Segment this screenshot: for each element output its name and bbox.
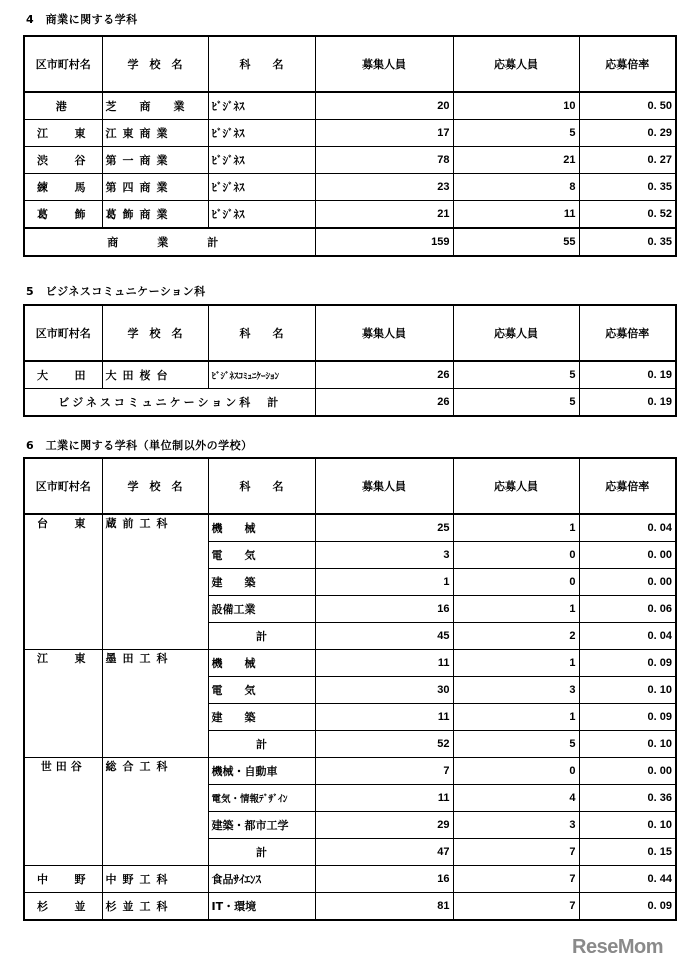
applicants-cell: 0 [453, 542, 579, 569]
header-quota: 募集人員 [315, 458, 453, 514]
header-school: 学 校 名 [102, 36, 208, 92]
school-cell: 江東商業 [102, 120, 208, 147]
school-cell: 総合工科 [102, 758, 208, 866]
ratio-cell: 0. 09 [579, 704, 676, 731]
table-header-row [24, 36, 676, 92]
subtotal-applicants: 7 [453, 839, 579, 866]
ward-cell: 練馬 [24, 174, 102, 201]
subtotal-quota: 45 [315, 623, 453, 650]
subtotal-applicants: 2 [453, 623, 579, 650]
total-applicants: 55 [453, 228, 579, 256]
section-5-title: 5 ビジネスコミュニケーション科 [26, 285, 206, 298]
ratio-cell: 0. 09 [579, 893, 676, 921]
ratio-cell: 0. 35 [579, 174, 676, 201]
header-school: 学 校 名 [102, 458, 208, 514]
quota-cell: 11 [315, 650, 453, 677]
quota-cell: 78 [315, 147, 453, 174]
total-label: 商 業 計 [24, 228, 315, 256]
ratio-cell: 0. 36 [579, 785, 676, 812]
school-cell: 蔵前工科 [102, 514, 208, 650]
applicants-cell: 1 [453, 650, 579, 677]
commerce-table [23, 35, 677, 257]
applicants-cell: 4 [453, 785, 579, 812]
ward-cell: 渋谷 [24, 147, 102, 174]
total-quota: 26 [315, 389, 453, 417]
quota-cell: 7 [315, 758, 453, 785]
table-row [24, 514, 676, 542]
table-row [24, 147, 676, 174]
applicants-cell: 21 [453, 147, 579, 174]
ward-cell: 世田谷 [24, 758, 102, 866]
total-ratio: 0. 35 [579, 228, 676, 256]
subtotal-ratio: 0. 15 [579, 839, 676, 866]
header-school: 学 校 名 [102, 305, 208, 361]
dept-cell: 建 築 [208, 704, 315, 731]
subtotal-label: 計 [208, 623, 315, 650]
ratio-cell: 0. 52 [579, 201, 676, 229]
quota-cell: 17 [315, 120, 453, 147]
ratio-cell: 0. 10 [579, 812, 676, 839]
ward-cell: 杉並 [24, 893, 102, 921]
ward-cell: 江東 [24, 120, 102, 147]
applicants-cell: 3 [453, 677, 579, 704]
table-header-row [24, 305, 676, 361]
header-ratio: 応募倍率 [579, 36, 676, 92]
subtotal-applicants: 5 [453, 731, 579, 758]
header-ratio: 応募倍率 [579, 458, 676, 514]
ratio-cell: 0. 00 [579, 758, 676, 785]
ward-cell: 大田 [24, 361, 102, 389]
school-cell: 中野工科 [102, 866, 208, 893]
dept-cell: 食品ｻｲｴﾝｽ [208, 866, 315, 893]
ratio-cell: 0. 50 [579, 92, 676, 120]
ratio-cell: 0. 09 [579, 650, 676, 677]
dept-cell: ﾋﾞｼﾞﾈｽ [208, 174, 315, 201]
ratio-cell: 0. 44 [579, 866, 676, 893]
ward-cell: 江東 [24, 650, 102, 758]
quota-cell: 11 [315, 785, 453, 812]
table-row [24, 120, 676, 147]
section-6-title: 6 工業に関する学科（単位制以外の学校） [26, 439, 253, 452]
ratio-cell: 0. 00 [579, 569, 676, 596]
total-ratio: 0. 19 [579, 389, 676, 417]
dept-cell: 電気・情報ﾃﾞｻﾞｲﾝ [208, 785, 315, 812]
industrial-table [23, 457, 677, 921]
school-cell: 大田桜台 [102, 361, 208, 389]
school-cell: 杉並工科 [102, 893, 208, 921]
ratio-cell: 0. 19 [579, 361, 676, 389]
header-applicants: 応募人員 [453, 305, 579, 361]
table-row [24, 361, 676, 389]
header-ward: 区市町村名 [24, 458, 102, 514]
applicants-cell: 1 [453, 596, 579, 623]
applicants-cell: 7 [453, 893, 579, 921]
dept-cell: 電 気 [208, 542, 315, 569]
total-applicants: 5 [453, 389, 579, 417]
header-quota: 募集人員 [315, 36, 453, 92]
applicants-cell: 0 [453, 569, 579, 596]
table-row [24, 650, 676, 677]
dept-cell: 機械・自動車 [208, 758, 315, 785]
ward-cell: 港 [24, 92, 102, 120]
ward-cell: 台東 [24, 514, 102, 650]
quota-cell: 29 [315, 812, 453, 839]
table-row [24, 758, 676, 785]
header-dept: 科 名 [208, 458, 315, 514]
table-row [24, 92, 676, 120]
dept-cell: IT・環境 [208, 893, 315, 921]
section-4-title: 4 商業に関する学科 [26, 13, 138, 26]
table-header-row [24, 458, 676, 514]
business-communication-table [23, 304, 677, 417]
dept-cell: ﾋﾞｼﾞﾈｽ [208, 147, 315, 174]
quota-cell: 26 [315, 361, 453, 389]
ratio-cell: 0. 29 [579, 120, 676, 147]
quota-cell: 3 [315, 542, 453, 569]
quota-cell: 25 [315, 514, 453, 542]
quota-cell: 11 [315, 704, 453, 731]
subtotal-label: 計 [208, 731, 315, 758]
applicants-cell: 5 [453, 120, 579, 147]
subtotal-ratio: 0. 10 [579, 731, 676, 758]
dept-cell: 建築・都市工学 [208, 812, 315, 839]
ratio-cell: 0. 00 [579, 542, 676, 569]
subtotal-ratio: 0. 04 [579, 623, 676, 650]
quota-cell: 81 [315, 893, 453, 921]
quota-cell: 23 [315, 174, 453, 201]
quota-cell: 30 [315, 677, 453, 704]
applicants-cell: 0 [453, 758, 579, 785]
school-cell: 第四商業 [102, 174, 208, 201]
quota-cell: 20 [315, 92, 453, 120]
ratio-cell: 0. 10 [579, 677, 676, 704]
subtotal-quota: 52 [315, 731, 453, 758]
table-row [24, 174, 676, 201]
total-row [24, 228, 676, 256]
applicants-cell: 11 [453, 201, 579, 229]
applicants-cell: 7 [453, 866, 579, 893]
dept-cell: 建 築 [208, 569, 315, 596]
applicants-cell: 3 [453, 812, 579, 839]
dept-cell: 機 械 [208, 514, 315, 542]
dept-cell: ﾋﾞｼﾞﾈｽ [208, 201, 315, 229]
dept-cell: ﾋﾞｼﾞﾈｽｺﾐｭﾆｹｰｼｮﾝ [208, 361, 315, 389]
applicants-cell: 10 [453, 92, 579, 120]
school-cell: 墨田工科 [102, 650, 208, 758]
dept-cell: ﾋﾞｼﾞﾈｽ [208, 92, 315, 120]
school-cell: 葛飾商業 [102, 201, 208, 229]
resemom-watermark-logo: ReseMom [572, 936, 663, 958]
header-applicants: 応募人員 [453, 458, 579, 514]
ratio-cell: 0. 06 [579, 596, 676, 623]
table-row [24, 893, 676, 921]
applicants-cell: 1 [453, 514, 579, 542]
ward-cell: 中野 [24, 866, 102, 893]
ratio-cell: 0. 27 [579, 147, 676, 174]
ratio-cell: 0. 04 [579, 514, 676, 542]
dept-cell: 設備工業 [208, 596, 315, 623]
applicants-cell: 1 [453, 704, 579, 731]
header-applicants: 応募人員 [453, 36, 579, 92]
total-quota: 159 [315, 228, 453, 256]
subtotal-quota: 47 [315, 839, 453, 866]
header-ward: 区市町村名 [24, 305, 102, 361]
subtotal-label: 計 [208, 839, 315, 866]
header-dept: 科 名 [208, 305, 315, 361]
header-quota: 募集人員 [315, 305, 453, 361]
header-ratio: 応募倍率 [579, 305, 676, 361]
quota-cell: 16 [315, 596, 453, 623]
total-label: ビジネスコミュニケーション科 計 [24, 389, 315, 417]
school-cell: 第一商業 [102, 147, 208, 174]
header-ward: 区市町村名 [24, 36, 102, 92]
header-dept: 科 名 [208, 36, 315, 92]
quota-cell: 16 [315, 866, 453, 893]
applicants-cell: 5 [453, 361, 579, 389]
quota-cell: 21 [315, 201, 453, 229]
ward-cell: 葛飾 [24, 201, 102, 229]
dept-cell: 機 械 [208, 650, 315, 677]
dept-cell: ﾋﾞｼﾞﾈｽ [208, 120, 315, 147]
table-row [24, 201, 676, 229]
dept-cell: 電 気 [208, 677, 315, 704]
quota-cell: 1 [315, 569, 453, 596]
table-row [24, 866, 676, 893]
total-row [24, 389, 676, 417]
school-cell: 芝 商 業 [102, 92, 208, 120]
applicants-cell: 8 [453, 174, 579, 201]
